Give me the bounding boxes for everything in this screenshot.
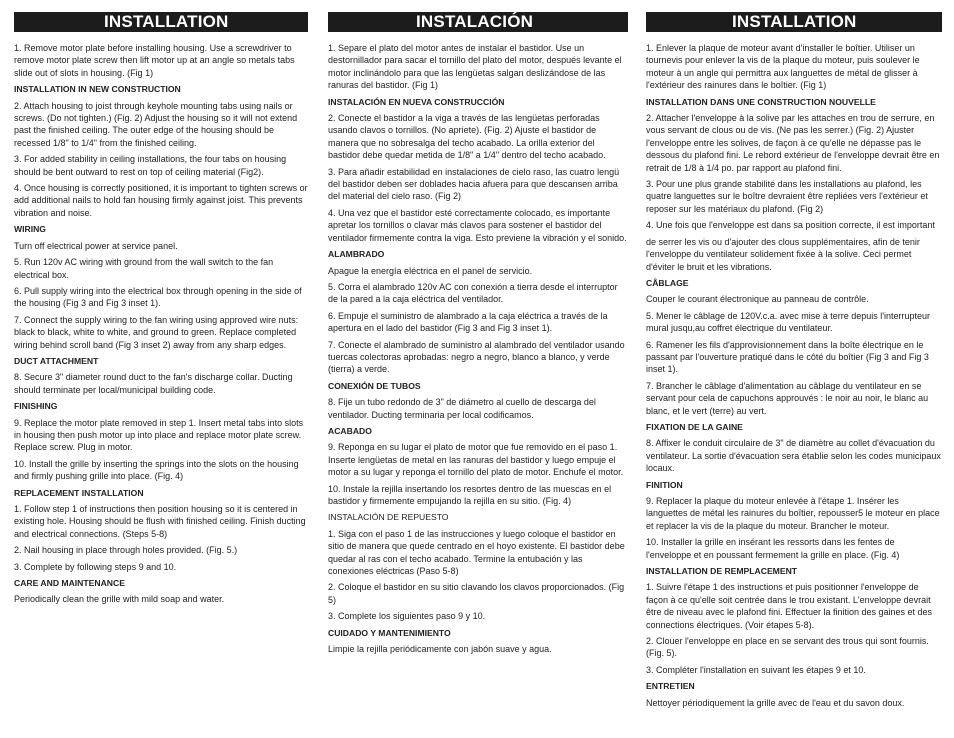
section-heading: REPLACEMENT INSTALLATION: [14, 487, 144, 498]
instruction-paragraph: 2. Attach housing to joist through keyhole mounting tabs using nails or screws. (Do not tighten.) (Fig. 2) Adjust the housing so it will not extend past the finished ceiling. The outer edge of the housing should be recessed 1/8" to 1/4" from the finished ceiling.: [14, 100, 298, 148]
instruction-paragraph: 1. Enlever la plaque de moteur avant d'installer le boîtier. Utiliser un tournevis pour enlever la vis de la plaque du moteur, puis soulever le moteur à un angle qui permittra aux languettes de métal de glisser à l'extérieur des rainures dans le boîtier. (Fig 1): [646, 43, 920, 91]
section-heading: ALAMBRADO: [328, 249, 385, 260]
instruction-paragraph: 8. Affixer le conduit circulaire de 3" de diamètre au collet d'évacuation du ventilateur. La sortie d'évacuation sera établie selon les codes municipaux locaux.: [646, 438, 941, 474]
column-english: [14, 12, 308, 610]
instruction-paragraph: Couper le courant électronique au panneau de contrôle.: [646, 294, 869, 305]
section-heading: CARE AND MAINTENANCE: [14, 578, 125, 589]
instruction-paragraph: 2. Clouer l'enveloppe en place en se servant des trous qui sont fournis. (Fig. 5).: [646, 636, 929, 659]
section-heading: INSTALACIÓN EN NUEVA CONSTRUCCIÓN: [328, 96, 505, 107]
instruction-paragraph: 10. Instale la rejilla insertando los resortes dentro de las muescas en el bastidor y firmemente empujando la rejilla en su sitio. (Fig. 4): [328, 483, 612, 506]
section-heading: DUCT ATTACHMENT: [14, 355, 99, 366]
instruction-paragraph: Nettoyer périodiquement la grille avec de l'eau et du savon doux.: [646, 697, 905, 708]
section-heading: WIRING: [14, 224, 46, 235]
section-heading: INSTALACIÓN DE REPUESTO: [328, 512, 449, 523]
instruction-paragraph: Turn off electrical power at service panel.: [14, 240, 178, 251]
instruction-paragraph: 1. Separe el plato del motor antes de instalar el bastidor. Use un destornillador para sacar el tornillo del plato del motor, después levante el motor inclinándolo para que las lengüetas salgan deslizándose de las ranuras del bastidor. (Fig 1): [328, 43, 622, 91]
instruction-paragraph: 8. Secure 3" diameter round duct to the fan's discharge collar. Ducting should terminate per local/municipal building code.: [14, 372, 293, 395]
instruction-paragraph: 5. Mener le câblage de 120V.c.a. avec mise à terre depuis l'interrupteur mural jusqu,au coffret électrique du ventilateur.: [646, 310, 931, 334]
instruction-paragraph: 2. Coloque el bastidor en su sitio clavando los clavos proporcionados. (Fig 5): [328, 582, 625, 605]
instruction-paragraph: 4. Una vez que el bastidor esté correctamente colocado, es importante apretar los tornillos o clavar más clavos para sostener el bastidor del ventilador firmemente contra la viga. Esto previene la vibración y el sonido.: [328, 207, 627, 243]
instruction-paragraph: 2. Attacher l'enveloppe à la solive par les attaches en trou de serrure, en vous servant de clous ou de vis. (Ne pas les serrer.) (Fig. 2) Ajuster l'enveloppe entre les solives, de façon à ce qu'elle ne dépasse pas le dessous du plafond fini. Le rebord extérieur de l'enveloppe devrait être en retrait de 1/8 à 1/4 po. par rapport au plafond fini.: [646, 113, 940, 173]
instruction-paragraph: 9. Replace the motor plate removed in step 1. Insert metal tabs into slots in housing then push motor up into place and replace motor plate screw. Replace screw. Plug in motor.: [14, 417, 304, 453]
instruction-paragraph: 7. Connect the supply wiring to the fan wiring using approved wire nuts: black to black, white to white, and ground to green. Replace completed wiring behind scroll band (Fig 3 inset 2) away from any sharp edges.: [14, 314, 299, 350]
instruction-paragraph: 6. Ramener les fils d'approvisionnement dans la boîte électrique en le passant par l'ouverture pratiqué dans le côté du boîtier (Fig 3 and Fig 3 inset 1).: [646, 339, 929, 375]
section-heading: CONEXIÓN DE TUBOS: [328, 380, 421, 391]
instruction-paragraph: 5. Run 120v AC wiring with ground from the wall switch to the fan electrical box.: [14, 257, 274, 280]
instruction-paragraph: Limpie la rejilla periódicamente con jabón suave y agua.: [328, 644, 552, 655]
instruction-paragraph: 4. Once housing is correctly positioned, it is important to tighten screws or add additional nails to hold fan housing firmly against joist. This prevents vibration and noise.: [14, 183, 308, 218]
instruction-paragraph: 9. Reponga en su lugar el plato de motor que fue removido en el paso 1. Inserte lengüetas de metal en las ranuras del bastidor y luego empuje el motor a su lugar y reponga el tornillo del plato de motor. Enchufe el motor.: [328, 442, 624, 478]
section-title-english: INSTALLATION: [14, 12, 308, 32]
instruction-paragraph: 3. Compléter l'installation en suivant les étapes 9 et 10.: [646, 664, 866, 675]
french-instructions: [646, 42, 942, 709]
instruction-paragraph: 3. For added stability in ceiling installations, the four tabs on housing should be bent outward to rest on top of ceiling material (Fig2).: [14, 154, 287, 177]
instruction-paragraph: 8. Fije un tubo redondo de 3" de diámetro al cuello de descarga del ventilador. Ducting terminaria per local codificamos.: [328, 397, 596, 420]
instruction-paragraph: 3. Complete los siguientes paso 9 y 10.: [328, 611, 486, 622]
section-heading: FINISHING: [14, 401, 58, 412]
spanish-instructions: [328, 42, 628, 655]
instruction-paragraph: 7. Conecte el alambrado de suministro al alambrado del ventilador usando tuercas colectoras aprobadas: negro a negro, blanco a blanco, y verde (tierra) a verde.: [328, 339, 625, 375]
instruction-paragraph: Apague la energía eléctrica en el panel de servicio.: [328, 265, 533, 276]
instruction-paragraph: 10. Installer la grille en insérant les ressorts dans les fentes de l'enveloppe et en poussant fermement la grille en place. (Fig. 4): [646, 537, 900, 560]
section-heading: ACABADO: [328, 425, 372, 436]
instruction-paragraph: 6. Empuje el suministro de alambrado a la caja eléctrica a través de la apertura en el lado del bastidor (Fig 3 and Fig 3 inset 1).: [328, 310, 608, 334]
instruction-paragraph: 5. Corra el alambrado 120v AC con conexión a tierra desde el interruptor de la pared a la caja eléctrica del ventilador.: [328, 281, 618, 305]
section-heading: INSTALLATION DANS UNE CONSTRUCTION NOUVELLE: [646, 96, 876, 107]
column-spanish: [328, 12, 628, 659]
section-title-spanish: INSTALACIÓN: [328, 12, 628, 32]
section-heading: ENTRETIEN: [646, 681, 695, 692]
section-heading: FIXATION DE LA GAINE: [646, 421, 743, 432]
section-heading: INSTALLATION IN NEW CONSTRUCTION: [14, 84, 181, 95]
instruction-paragraph: 1. Suivre l'étape 1 des instructions et puis positionner l'enveloppe de façon à ce qu'elle soit centrée dans le trou existant. L'enveloppe devrait être de niveau avec le plafond fini. Effectuer la finition des gaines et des connections électriques. (Voir étapes 5-8).: [646, 582, 933, 630]
section-heading: CUIDADO Y MANTENIMIENTO: [328, 627, 451, 638]
instruction-paragraph: Periodically clean the grille with mild soap and water.: [14, 594, 225, 605]
section-title-french: INSTALLATION: [646, 12, 942, 32]
instruction-paragraph: 3. Pour une plus grande stabilité dans les installations au plafond, les quatre languettes sur le boître devraient être repliées vers l'extérieur et reposer sur les matériaux du plafond. (Fig 2): [646, 179, 928, 214]
instruction-paragraph: 3. Para añadir estabilidad en instalaciones de cielo raso, las cuatro lengü del bastidor deben ser doblades hacia afuera para que descansen arriba del material del cielo raso. (Fig 2): [328, 166, 620, 202]
english-instructions: [14, 42, 308, 606]
section-heading: INSTALLATION DE REMPLACEMENT: [646, 566, 798, 577]
instruction-paragraph: 7. Brancher le câblage d'alimentation au câblage du ventilateur en se servant pour cela de capuchons approuvés : le noir au noir, le blanc au blanc, et le vert (terre) au vert.: [646, 380, 929, 416]
instruction-paragraph: 1. Siga con el paso 1 de las instrucciones y luego coloque el bastidor en sitio de manera que quede centrado en el hoyo existente. El bastidor debe quedar al ras con el techo acabado. Termine la entubación y las conexiones eléctricas (Paso 5-8): [328, 528, 625, 577]
instruction-paragraph: 3. Complete by following steps 9 and 10.: [14, 561, 177, 572]
instruction-paragraph: 1. Follow step 1 of instructions then position housing so it is centered in existing hole. Housing should be flush with finished ceiling. Finish ducting and electrical connections. (Steps 5-8): [14, 504, 306, 539]
instruction-paragraph: de serrer les vis ou d'ajouter des clous supplémentaires, afin de tenir l'enveloppe du ventilateur solidement fixée à la solive. Ceci permet d'éviter le bruit et les vibrations.: [646, 236, 920, 272]
column-french: [646, 12, 942, 713]
instruction-paragraph: 9. Replacer la plaque du moteur enlevée à l'étape 1. Insérer les languettes de métal les rainures du boîtier, repousser5 le moteur en place et replacer la vis de la plaque du moteur. Brancher le moteur.: [646, 496, 940, 531]
instruction-paragraph: 2. Conecte el bastidor a la viga a través de las lengüetas perforadas usando clavos o tornillos. (No apriete). (Fig. 2) Ajuste el bastidor de manera que no sobresalga del techo acabado. La orilla exterior del bastidor debe quedar metida de 1/8" a 1/4" dentro del techo acabado.: [328, 113, 606, 161]
instruction-paragraph: 1. Remove motor plate before installing housing. Use a screwdriver to remove motor plate screw then lift motor up at an angle so metals tabs slide out of slots in housing. (Fig 1): [14, 43, 295, 78]
instruction-paragraph: 6. Pull supply wiring into the electrical box through opening in the side of the housing (Fig 3 and Fig 3 inset 1).: [14, 285, 302, 309]
section-heading: FINITION: [646, 479, 683, 490]
instruction-paragraph: 2. Nail housing in place through holes provided. (Fig. 5.): [14, 545, 238, 556]
section-heading: CÂBLAGE: [646, 277, 689, 288]
instruction-paragraph: 4. Une fois que l'enveloppe est dans sa position correcte, il est important: [646, 220, 935, 231]
instruction-paragraph: 10. Install the grille by inserting the springs into the slots on the housing and firmly pushing grille into place. (Fig. 4): [14, 458, 299, 482]
